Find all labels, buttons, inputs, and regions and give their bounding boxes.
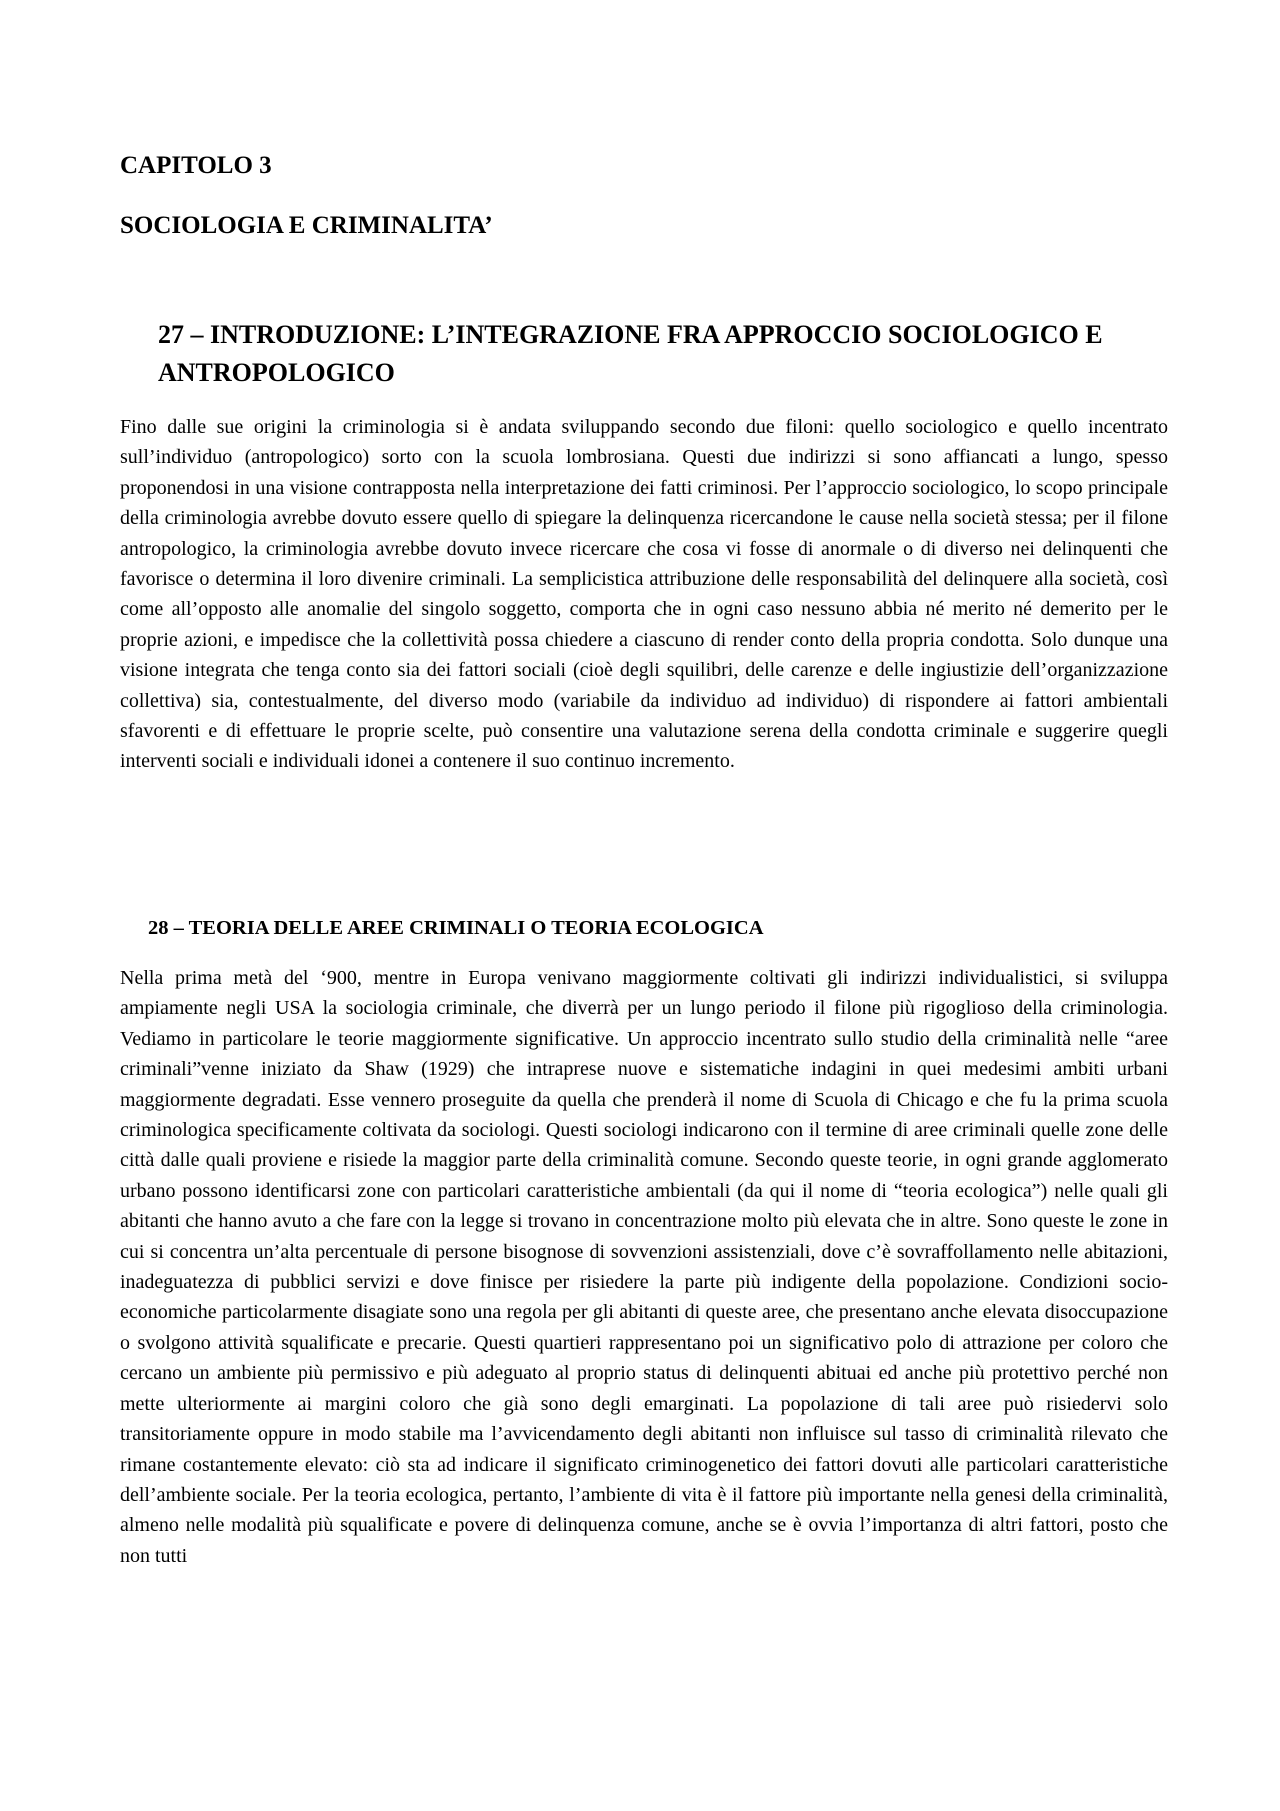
section-28-heading: 28 – TEORIA DELLE AREE CRIMINALI O TEORIA ECOLOGICA (148, 917, 764, 939)
chapter-number: CAPITOLO 3 (120, 152, 272, 179)
section-27-heading: 27 – INTRODUZIONE: L’INTEGRAZIONE FRA APPROCCIO SOCIOLOGICO E ANTROPOLOGICO (158, 320, 1103, 387)
document-page (120, 0, 1168, 1811)
section-28-paragraph: Nella prima metà del ‘900, mentre in Europa venivano maggiormente coltivati gli indirizzi individualistici, si sviluppa ampiamente negli USA la sociologia criminale, che diverrà per un lungo periodo il filone più rigoglioso della criminologia. Vediamo in particolare le teorie maggiormente significative. Un approccio incentrato sullo studio della criminalità nelle “aree criminali”venne iniziato da Shaw (1929) che intraprese nuove e sistematiche indagini in quei medesimi ambiti urbani maggiormente degradati. Esse vennero proseguite da quella che prenderà il nome di Scuola di Chicago e che fu la prima scuola criminologica specificamente coltivata da sociologi. Questi sociologi indicarono con il termine di aree criminali quelle zone delle città dalle quali proviene e risiede la maggior parte della criminalità comune. Secondo queste teorie, in ogni grande agglomerato urbano possono identificarsi zone con particolari caratteristiche ambientali (da qui il nome di “teoria ecologica”) nelle quali gli abitanti che hanno avuto a che fare con la legge si trovano in concentrazione molto più elevata che in altre. Sono queste le zone in cui si concentra un’alta percentuale di persone bisognose di sovvenzioni assistenziali, dove c’è sovraffollamento nelle abitazioni, inadeguatezza di pubblici servizi e dove finisce per risiedere la parte più indigente della popolazione. Condizioni socio-economiche particolarmente disagiate sono una regola per gli abitanti di queste aree, che presentano anche elevata disoccupazione o svolgono attività squalificate e precarie. Questi quartieri rappresentano poi un significativo polo di attrazione per coloro che cercano un ambiente più permissivo e più adeguato al proprio status di delinquenti abituai ed anche più protettivo perché non mette ulteriormente ai margini coloro che già sono degli emarginati. La popolazione di tali aree può risiedervi solo transitoriamente oppure in modo stabile ma l’avvicendamento degli abitanti non influisce sul tasso di criminalità rilevato che rimane costantemente elevato: ciò sta ad indicare il significato criminogenetico dei fattori dovuti alle particolari caratteristiche dell’ambiente sociale. Per la teoria ecologica, pertanto, l’ambiente di vita è il fattore più importante nella genesi della criminalità, almeno nelle modalità più squalificate e povere di delinquenza comune, anche se è ovvia l’importanza di altri fattori, posto che non tutti (120, 967, 1168, 1567)
chapter-title: SOCIOLOGIA E CRIMINALITA’ (120, 212, 493, 239)
section-27-paragraph: Fino dalle sue origini la criminologia si è andata sviluppando secondo due filoni: quello sociologico e quello incentrato sull’individuo (antropologico) sorto con la scuola lombrosiana. Questi due indirizzi si sono affiancati a lungo, spesso proponendosi in una visione contrapposta nella interpretazione dei fatti criminosi. Per l’approccio sociologico, lo scopo principale della criminologia avrebbe dovuto essere quello di spiegare la delinquenza ricercandone le cause nella società stessa; per il filone antropologico, la criminologia avrebbe dovuto invece ricercare che cosa vi fosse di anormale o di diverso nei delinquenti che favorisce o determina il loro divenire criminali. La semplicistica attribuzione delle responsabilità del delinquere alla società, così come all’opposto alle anomalie del singolo soggetto, comporta che in ogni caso nessuno abbia né merito né demerito per le proprie azioni, e impedisce che la collettività possa chiedere a ciascuno di render conto della propria condotta. Solo dunque una visione integrata che tenga conto sia dei fattori sociali (cioè degli squilibri, delle carenze e delle ingiustizie dell’organizzazione collettiva) sia, contestualmente, del diverso modo (variabile da individuo ad individuo) di rispondere ai fattori ambientali sfavorenti e di effettuare le proprie scelte, può consentire una valutazione serena della condotta criminale e suggerire quegli interventi sociali e individuali idonei a contenere il suo continuo incremento. (120, 416, 1168, 773)
